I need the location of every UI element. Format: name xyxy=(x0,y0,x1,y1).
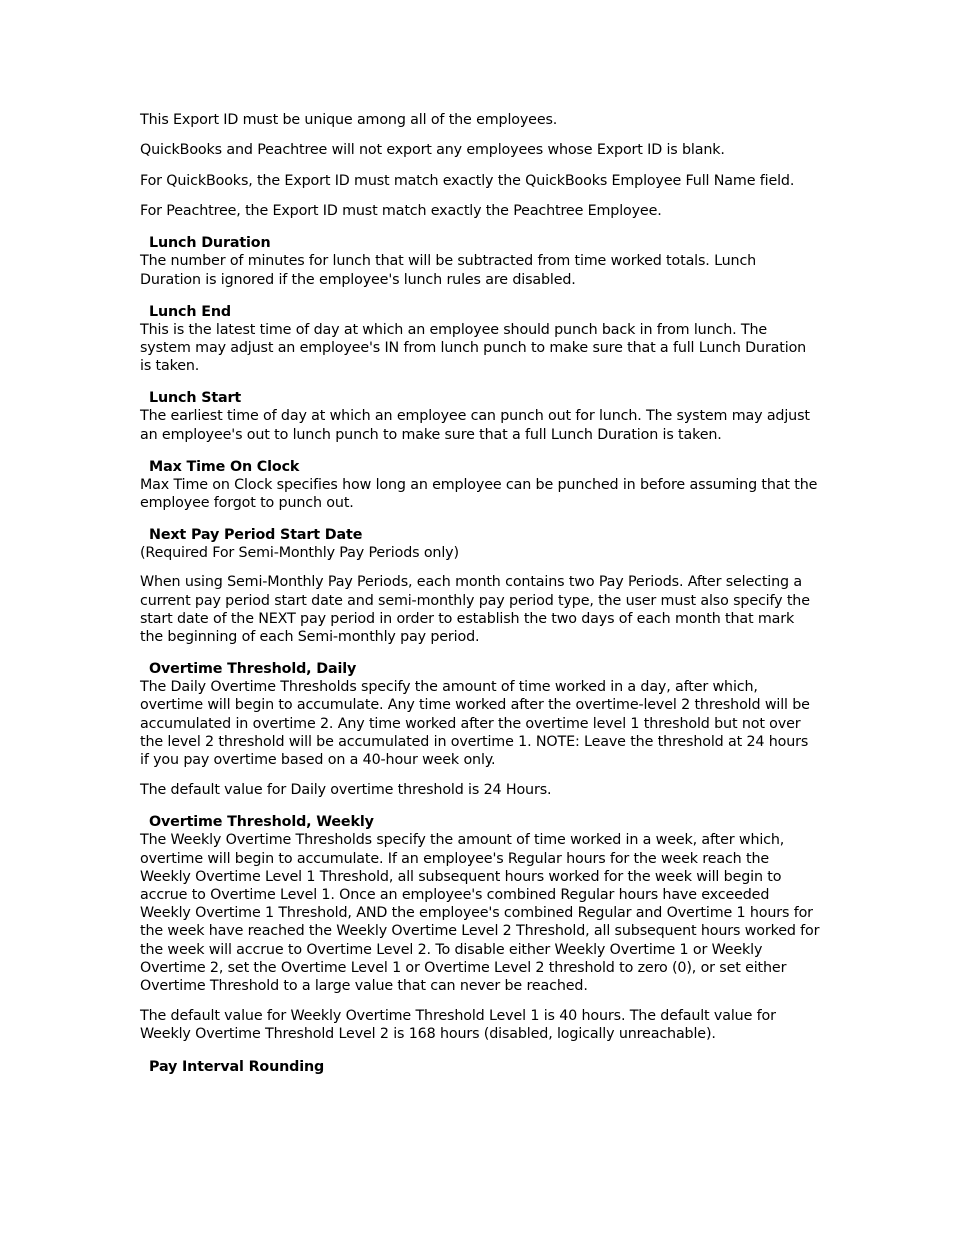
section-pay-interval-rounding xyxy=(140,1059,820,1076)
section-body: The number of minutes for lunch that will be subtracted from time worked totals. Lunch Duration is ignored if the employee's lunch rules are disabled. xyxy=(140,253,757,288)
section-heading: Overtime Threshold, Weekly xyxy=(149,814,374,831)
section-heading: Pay Interval Rounding xyxy=(149,1058,325,1075)
section-heading: Max Time On Clock xyxy=(149,458,300,475)
section-note: (Required For Semi-Monthly Pay Periods only) xyxy=(140,545,459,562)
section-default-value: The default value for Daily overtime threshold is 24 Hours. xyxy=(140,782,552,799)
section-lunch-start xyxy=(140,390,820,443)
section-heading: Lunch Duration xyxy=(149,235,271,252)
intro-paragraph: For Peachtree, the Export ID must match exactly the Peachtree Employee. xyxy=(140,203,662,220)
section-heading: Lunch End xyxy=(149,303,231,320)
section-heading: Next Pay Period Start Date xyxy=(149,527,363,544)
intro-paragraph: QuickBooks and Peachtree will not export any employees whose Export ID is blank. xyxy=(140,142,725,159)
section-body: This is the latest time of day at which an employee should punch back in from lunch. The system may adjust an employee's IN from lunch punch to make sure that a full Lunch Duration is taken. xyxy=(140,321,807,375)
section-body: When using Semi-Monthly Pay Periods, each month contains two Pay Periods. After selecting a current pay period start date and semi-monthly pay period type, the user must also specify the start date of the NEXT pay period in order to establish the two days of each month that mark the beginning of each Semi-monthly pay period. xyxy=(140,574,810,646)
section-lunch-duration xyxy=(140,235,820,288)
section-heading: Lunch Start xyxy=(149,390,242,407)
document-page xyxy=(140,111,820,1076)
section-body: The earliest time of day at which an employee can punch out for lunch. The system may adjust an employee's out to lunch punch to make sure that a full Lunch Duration is taken. xyxy=(140,408,810,443)
section-next-pay-period xyxy=(140,527,820,646)
section-body: The Weekly Overtime Thresholds specify the amount of time worked in a week, after which, overtime will begin to accumulate. If an employee's Regular hours for the week reach the Weekly Overtime Level 1 Threshold, all subsequent hours worked for the week will begin to accrue to Overtime Level 1. Once an employee's combined Regular hours have exceeded Weekly Overtime 1 Threshold, AND the employee's combined Regular and Overtime 1 hours for the week have reached the Weekly Overtime Level 2 Threshold, all subsequent hours worked for the week will accrue to Overtime Level 2. To disable either Weekly Overtime 1 or Weekly Overtime 2, set the Overtime Level 1 or Overtime Level 2 threshold to zero (0), or set either Overtime Threshold to a large value that can never be reached. xyxy=(140,832,820,995)
section-body: The Daily Overtime Thresholds specify the amount of time worked in a day, after which, overtime will begin to accumulate. Any time worked after the overtime-level 2 threshold will be accumulated in overtime 2. Any time worked after the overtime level 1 threshold but not over the level 2 threshold will be accumulated in overtime 1. NOTE: Leave the threshold at 24 hours if you pay overtime based on a 40-hour week only. xyxy=(140,679,810,769)
section-body: Max Time on Clock specifies how long an employee can be punched in before assuming that the employee forgot to punch out. xyxy=(140,476,818,511)
section-heading: Overtime Threshold, Daily xyxy=(149,661,357,678)
intro-paragraph: This Export ID must be unique among all of the employees. xyxy=(140,112,558,128)
section-default-value: The default value for Weekly Overtime Threshold Level 1 is 40 hours. The default value for Weekly Overtime Threshold Level 2 is 168 hours (disabled, logically unreachable). xyxy=(140,1008,776,1043)
section-max-time-on-clock xyxy=(140,459,820,512)
intro-paragraph: For QuickBooks, the Export ID must match exactly the QuickBooks Employee Full Name field. xyxy=(140,172,795,189)
section-overtime-weekly xyxy=(140,814,820,1043)
section-overtime-daily xyxy=(140,661,820,799)
section-lunch-end xyxy=(140,304,820,376)
